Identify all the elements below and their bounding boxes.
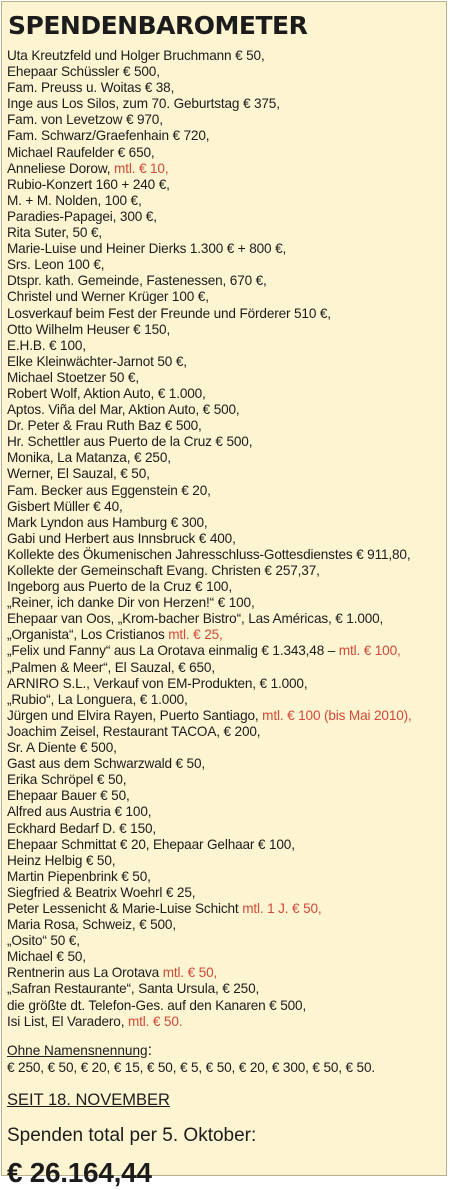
- donor-entry: [7, 981, 442, 997]
- donor-entry-text: Fam. Becker aus Eggenstein € 20,: [7, 482, 211, 498]
- donor-entry: [7, 64, 442, 80]
- donor-entry: [7, 804, 442, 820]
- donor-entry-text: Uta Kreutzfeld und Holger Bruchmann € 50,: [7, 48, 265, 63]
- donor-entry-text: Marie-Luise und Heiner Dierks 1.300 € + 800 €,: [7, 241, 287, 257]
- donor-entry: [7, 740, 442, 756]
- donor-entry-text: Dr. Peter & Frau Ruth Baz € 500,: [7, 418, 202, 434]
- donor-entry: [7, 273, 442, 289]
- donor-entry: [7, 128, 442, 144]
- donor-entry-text: Siegfried & Beatrix Woehrl € 25,: [7, 884, 196, 900]
- donor-entry-text: Gast aus dem Schwarzwald € 50,: [7, 756, 205, 772]
- donor-entry: [7, 241, 442, 257]
- donor-entry: [7, 998, 442, 1014]
- monthly-pledge-text: mtl. € 25,: [168, 627, 223, 643]
- donor-entry: [7, 257, 442, 273]
- donor-entry-text: Erika Schröpel € 50,: [7, 772, 127, 788]
- donor-entry: [7, 80, 442, 96]
- donor-entry-text: Otto Wilhelm Heuser € 150,: [7, 321, 171, 337]
- donor-entry-text: die größte dt. Telefon-Ges. auf den Kanaren € 500,: [7, 997, 307, 1013]
- donor-entry: [7, 676, 442, 692]
- donor-entry-text: Robert Wolf, Aktion Auto, € 1.000,: [7, 385, 206, 401]
- donor-entry: [7, 595, 442, 611]
- donor-entry-text: Eckhard Bedarf D. € 150,: [7, 820, 157, 836]
- donor-entry: [7, 853, 442, 869]
- donor-entry: [7, 788, 442, 804]
- donor-entry: [7, 499, 442, 515]
- since-date-heading: SEIT 18. NOVEMBER: [7, 1090, 170, 1109]
- donor-list: [7, 48, 442, 1030]
- anonymous-heading: Ohne Namensnennung: [7, 1042, 148, 1058]
- donor-entry: [7, 306, 442, 322]
- donor-entry-text: Ehepaar van Oos, „Krom-bacher Bistro“, Las Américas, € 1.000,: [7, 611, 384, 627]
- donor-entry-text: Paradies-Papagei, 300 €,: [7, 208, 157, 224]
- donor-entry: [7, 965, 442, 981]
- donor-entry-text: Ingeborg aus Puerto de la Cruz € 100,: [7, 579, 232, 595]
- donor-entry: [7, 370, 442, 386]
- donor-entry-text: Elke Kleinwächter-Jarnot 50 €,: [7, 353, 187, 369]
- donor-entry-text: Kollekte des Ökumenischen Jahresschluss-Gottesdienstes € 911,80,: [7, 546, 411, 562]
- donor-entry: [7, 708, 442, 724]
- donor-entry: [7, 579, 442, 595]
- donor-entry: [7, 547, 442, 563]
- donor-entry-text: Gisbert Müller € 40,: [7, 498, 123, 514]
- donor-entry-text: Fam. Schwarz/Graefenhain € 720,: [7, 128, 210, 144]
- donor-entry: [7, 901, 442, 917]
- donor-entry-text: Rubio-Konzert 160 + 240 €,: [7, 176, 170, 192]
- donor-entry-text: „Osito“ 50 €,: [7, 933, 80, 949]
- donor-entry: [7, 563, 442, 579]
- total-label: Spenden total per 5. Oktober:: [7, 1124, 257, 1146]
- donor-entry: [7, 161, 442, 177]
- monthly-pledge-text: mtl. € 100 (bis Mai 2010),: [262, 707, 412, 723]
- donor-entry: [7, 692, 442, 708]
- monthly-pledge-text: mtl. 1 J. € 50,: [242, 900, 322, 916]
- donor-entry: [7, 627, 442, 643]
- donor-entry: [7, 193, 442, 209]
- donor-entry: [7, 338, 442, 354]
- donor-entry: [7, 643, 442, 659]
- donor-entry-text: Maria Rosa, Schweiz, € 500,: [7, 917, 176, 933]
- donor-entry-text: Kollekte der Gemeinschaft Evang. Christen € 257,37,: [7, 563, 320, 578]
- donor-entry: [7, 869, 442, 885]
- donor-entry-text: Alfred aus Austria € 100,: [7, 804, 152, 820]
- donor-entry-text: Monika, La Matanza, € 250,: [7, 450, 171, 466]
- donor-entry: [7, 386, 442, 402]
- donor-entry-text: Anneliese Dorow,: [7, 160, 115, 176]
- anonymous-heading-colon: :: [147, 1041, 153, 1059]
- donor-entry-text: „Organista“, Los Cristianos: [7, 627, 169, 643]
- donor-entry-text: „Rubio“, La Longuera, € 1.000,: [7, 691, 188, 707]
- donor-entry-text: Heinz Helbig € 50,: [7, 852, 116, 868]
- donor-entry-text: „Felix und Fanny“ aus La Orotava einmalig € 1.343,48 –: [7, 643, 339, 659]
- anonymous-section: [7, 1042, 442, 1076]
- donor-entry-text: Peter Lessenicht & Marie-Luise Schicht: [7, 900, 243, 916]
- donor-entry: [7, 949, 442, 965]
- total-amount: € 26.164,44: [7, 1156, 152, 1188]
- donor-entry: [7, 418, 442, 434]
- donor-entry: [7, 917, 442, 933]
- donor-entry-text: Srs. Leon 100 €,: [7, 257, 105, 273]
- donor-entry-text: E.H.B. € 100,: [7, 337, 86, 353]
- monthly-pledge-text: mtl. € 10,: [114, 160, 169, 176]
- donor-entry-text: Dtspr. kath. Gemeinde, Fastenessen, 670 €,: [7, 273, 267, 289]
- donor-entry: [7, 885, 442, 901]
- donor-entry-text: ARNIRO S.L., Verkauf von EM-Produkten, € 1.000,: [7, 675, 308, 691]
- page-title: SPENDENBAROMETER: [8, 11, 308, 40]
- donor-entry: [7, 402, 442, 418]
- donor-entry: [7, 289, 442, 305]
- donor-entry-text: Fam. von Levetzow € 970,: [7, 112, 163, 128]
- donor-entry: [7, 772, 442, 788]
- donor-entry: [7, 483, 442, 499]
- donor-entry: [7, 434, 442, 450]
- donor-entry-text: Rentnerin aus La Orotava: [7, 965, 163, 981]
- donor-entry: [7, 660, 442, 676]
- donor-entry-text: Ehepaar Bauer € 50,: [7, 788, 130, 804]
- donor-entry-text: Isi List, El Varadero,: [7, 1013, 128, 1029]
- donor-entry: [7, 611, 442, 627]
- donor-entry-text: Losverkauf beim Fest der Freunde und Förderer 510 €,: [7, 305, 331, 321]
- donor-entry: [7, 724, 442, 740]
- donor-entry: [7, 112, 442, 128]
- donor-entry: [7, 225, 442, 241]
- donor-entry: [7, 515, 442, 531]
- donor-entry-text: Michael € 50,: [7, 949, 86, 965]
- donor-entry: [7, 756, 442, 772]
- donor-entry: [7, 933, 442, 949]
- donor-entry: [7, 145, 442, 161]
- donor-entry-text: Martin Piepenbrink € 50,: [7, 868, 151, 884]
- donor-entry-text: Hr. Schettler aus Puerto de la Cruz € 500,: [7, 434, 253, 450]
- donor-entry-text: Aptos. Viña del Mar, Aktion Auto, € 500,: [7, 402, 240, 418]
- donor-entry-text: Jürgen und Elvira Rayen, Puerto Santiago,: [7, 707, 263, 723]
- monthly-pledge-text: mtl. € 50,: [162, 965, 218, 981]
- donor-entry: [7, 209, 442, 225]
- donor-entry-text: „Palmen & Meer“, El Sauzal, € 650,: [7, 659, 215, 675]
- donor-entry: [7, 177, 442, 193]
- donation-barometer-panel: [1, 1, 447, 1188]
- donor-entry-text: Michael Raufelder € 650,: [7, 144, 155, 160]
- donor-entry-text: Sr. A Diente € 500,: [7, 740, 117, 756]
- donor-entry-text: Inge aus Los Silos, zum 70. Geburtstag € 375,: [7, 96, 280, 112]
- donor-entry: [7, 96, 442, 112]
- donor-entry-text: Ehepaar Schmittat € 20, Ehepaar Gelhaar € 100,: [7, 836, 295, 852]
- donor-entry-text: Mark Lyndon aus Hamburg € 300,: [7, 514, 208, 530]
- donor-entry-text: „Reiner, ich danke Dir von Herzen!“ € 100,: [7, 595, 255, 611]
- donor-entry: [7, 1014, 442, 1030]
- donor-entry-text: Rita Suter, 50 €,: [7, 225, 102, 241]
- donor-entry-text: Christel und Werner Krüger 100 €,: [7, 289, 209, 305]
- donor-entry-text: Joachim Zeisel, Restaurant TACOA, € 200,: [7, 723, 261, 739]
- monthly-pledge-text: mtl. € 100,: [338, 643, 401, 659]
- donor-entry: [7, 322, 442, 338]
- monthly-pledge-text: mtl. € 50.: [127, 1013, 183, 1029]
- donor-entry: [7, 466, 442, 482]
- donor-entry-text: Ehepaar Schüssler € 500,: [7, 64, 160, 80]
- donor-entry-text: Fam. Preuss u. Woitas € 38,: [7, 80, 175, 96]
- donor-entry: [7, 48, 442, 64]
- donor-entry-text: Michael Stoetzer 50 €,: [7, 369, 139, 385]
- donor-entry-text: „Safran Restaurante“, Santa Ursula, € 250,: [7, 981, 260, 997]
- donor-entry-text: M. + M. Nolden, 100 €,: [7, 192, 142, 208]
- donor-entry: [7, 531, 442, 547]
- donor-entry: [7, 354, 442, 370]
- donor-entry-text: Gabi und Herbert aus Innsbruck € 400,: [7, 530, 236, 546]
- donor-entry: [7, 450, 442, 466]
- donor-entry: [7, 821, 442, 837]
- anonymous-amounts: € 250, € 50, € 20, € 15, € 50, € 5, € 50, € 20, € 300, € 50, € 50.: [7, 1059, 376, 1075]
- donor-entry-text: Werner, El Sauzal, € 50,: [7, 466, 150, 482]
- donor-entry: [7, 837, 442, 853]
